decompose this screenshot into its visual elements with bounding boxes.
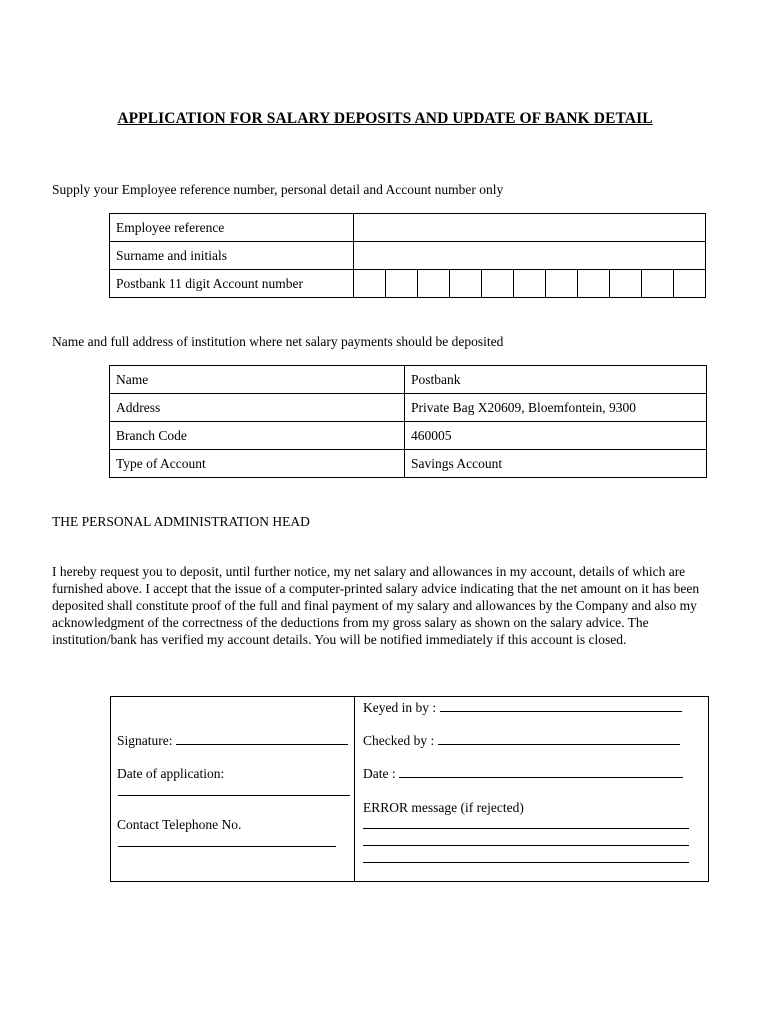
institution-address-label: Address	[110, 394, 405, 422]
office-date-line[interactable]	[399, 765, 683, 778]
branch-code-value: 460005	[405, 422, 707, 450]
employee-reference-field[interactable]	[354, 214, 706, 242]
office-date-row	[363, 765, 683, 782]
signature-box	[110, 696, 709, 882]
table-row	[110, 242, 706, 270]
table-row	[110, 214, 706, 242]
date-of-application-line[interactable]	[118, 795, 350, 796]
institution-name-label: Name	[110, 366, 405, 394]
office-date-label: Date :	[363, 766, 396, 781]
institution-address-value: Private Bag X20609, Bloemfontein, 9300	[405, 394, 707, 422]
signature-row	[117, 732, 348, 749]
table-row	[110, 422, 707, 450]
contact-telephone-line[interactable]	[118, 846, 336, 847]
checked-by-label: Checked by :	[363, 733, 435, 748]
account-type-label: Type of Account	[110, 450, 405, 478]
checked-by-line[interactable]	[438, 732, 680, 745]
table-row	[110, 394, 707, 422]
error-message-line[interactable]	[363, 845, 689, 846]
signature-box-divider	[354, 696, 355, 882]
contact-telephone-label: Contact Telephone No.	[117, 817, 242, 832]
account-digit-box[interactable]	[578, 270, 610, 298]
surname-initials-label: Surname and initials	[110, 242, 354, 270]
employee-reference-label: Employee reference	[110, 214, 354, 242]
institution-intro-text: Name and full address of institution where net salary payments should be deposited	[52, 334, 504, 349]
error-message-label: ERROR message (if rejected)	[363, 800, 524, 815]
employee-details-table	[109, 213, 706, 298]
surname-initials-field[interactable]	[354, 242, 706, 270]
account-digit-box[interactable]	[642, 270, 674, 298]
signature-label: Signature:	[117, 733, 173, 748]
account-digit-box[interactable]	[450, 270, 482, 298]
keyed-in-by-label: Keyed in by :	[363, 700, 437, 715]
date-of-application-label: Date of application:	[117, 766, 225, 781]
form-title: APPLICATION FOR SALARY DEPOSITS AND UPDATE OF BANK DETAIL	[117, 110, 653, 127]
account-type-value: Savings Account	[405, 450, 707, 478]
account-number-label: Postbank 11 digit Account number	[110, 270, 354, 298]
signature-line[interactable]	[176, 732, 348, 745]
intro-text: Supply your Employee reference number, personal detail and Account number only	[52, 182, 504, 197]
account-digit-box[interactable]	[514, 270, 546, 298]
checked-by-row	[363, 732, 680, 749]
account-digit-box[interactable]	[482, 270, 514, 298]
account-digit-box[interactable]	[674, 270, 706, 298]
table-row	[110, 450, 707, 478]
table-row	[110, 270, 706, 298]
table-row	[110, 366, 707, 394]
keyed-in-row	[363, 699, 682, 716]
request-paragraph: I hereby request you to deposit, until further notice, my net salary and allowances in my account, details of which are furnished above. I accept that the issue of a computer-printed salary advice indicating that the net amount on it has been deposited shall constitute proof of the full and final payment of my salary and allowances by the Company and also my acknowledgment of the correctness of the deductions from my gross salary as shown on the salary advice. The institution/bank has verified my account details. You will be notified immediately if this account is closed.	[52, 564, 700, 647]
account-digit-box[interactable]	[418, 270, 450, 298]
error-message-line[interactable]	[363, 862, 689, 863]
institution-name-value: Postbank	[405, 366, 707, 394]
account-digit-box[interactable]	[610, 270, 642, 298]
addressee-heading: THE PERSONAL ADMINISTRATION HEAD	[52, 514, 310, 529]
branch-code-label: Branch Code	[110, 422, 405, 450]
error-message-line[interactable]	[363, 828, 689, 829]
keyed-in-by-line[interactable]	[440, 699, 682, 712]
account-digit-box[interactable]	[354, 270, 386, 298]
account-digit-box[interactable]	[546, 270, 578, 298]
account-digit-box[interactable]	[386, 270, 418, 298]
institution-table	[109, 365, 707, 478]
